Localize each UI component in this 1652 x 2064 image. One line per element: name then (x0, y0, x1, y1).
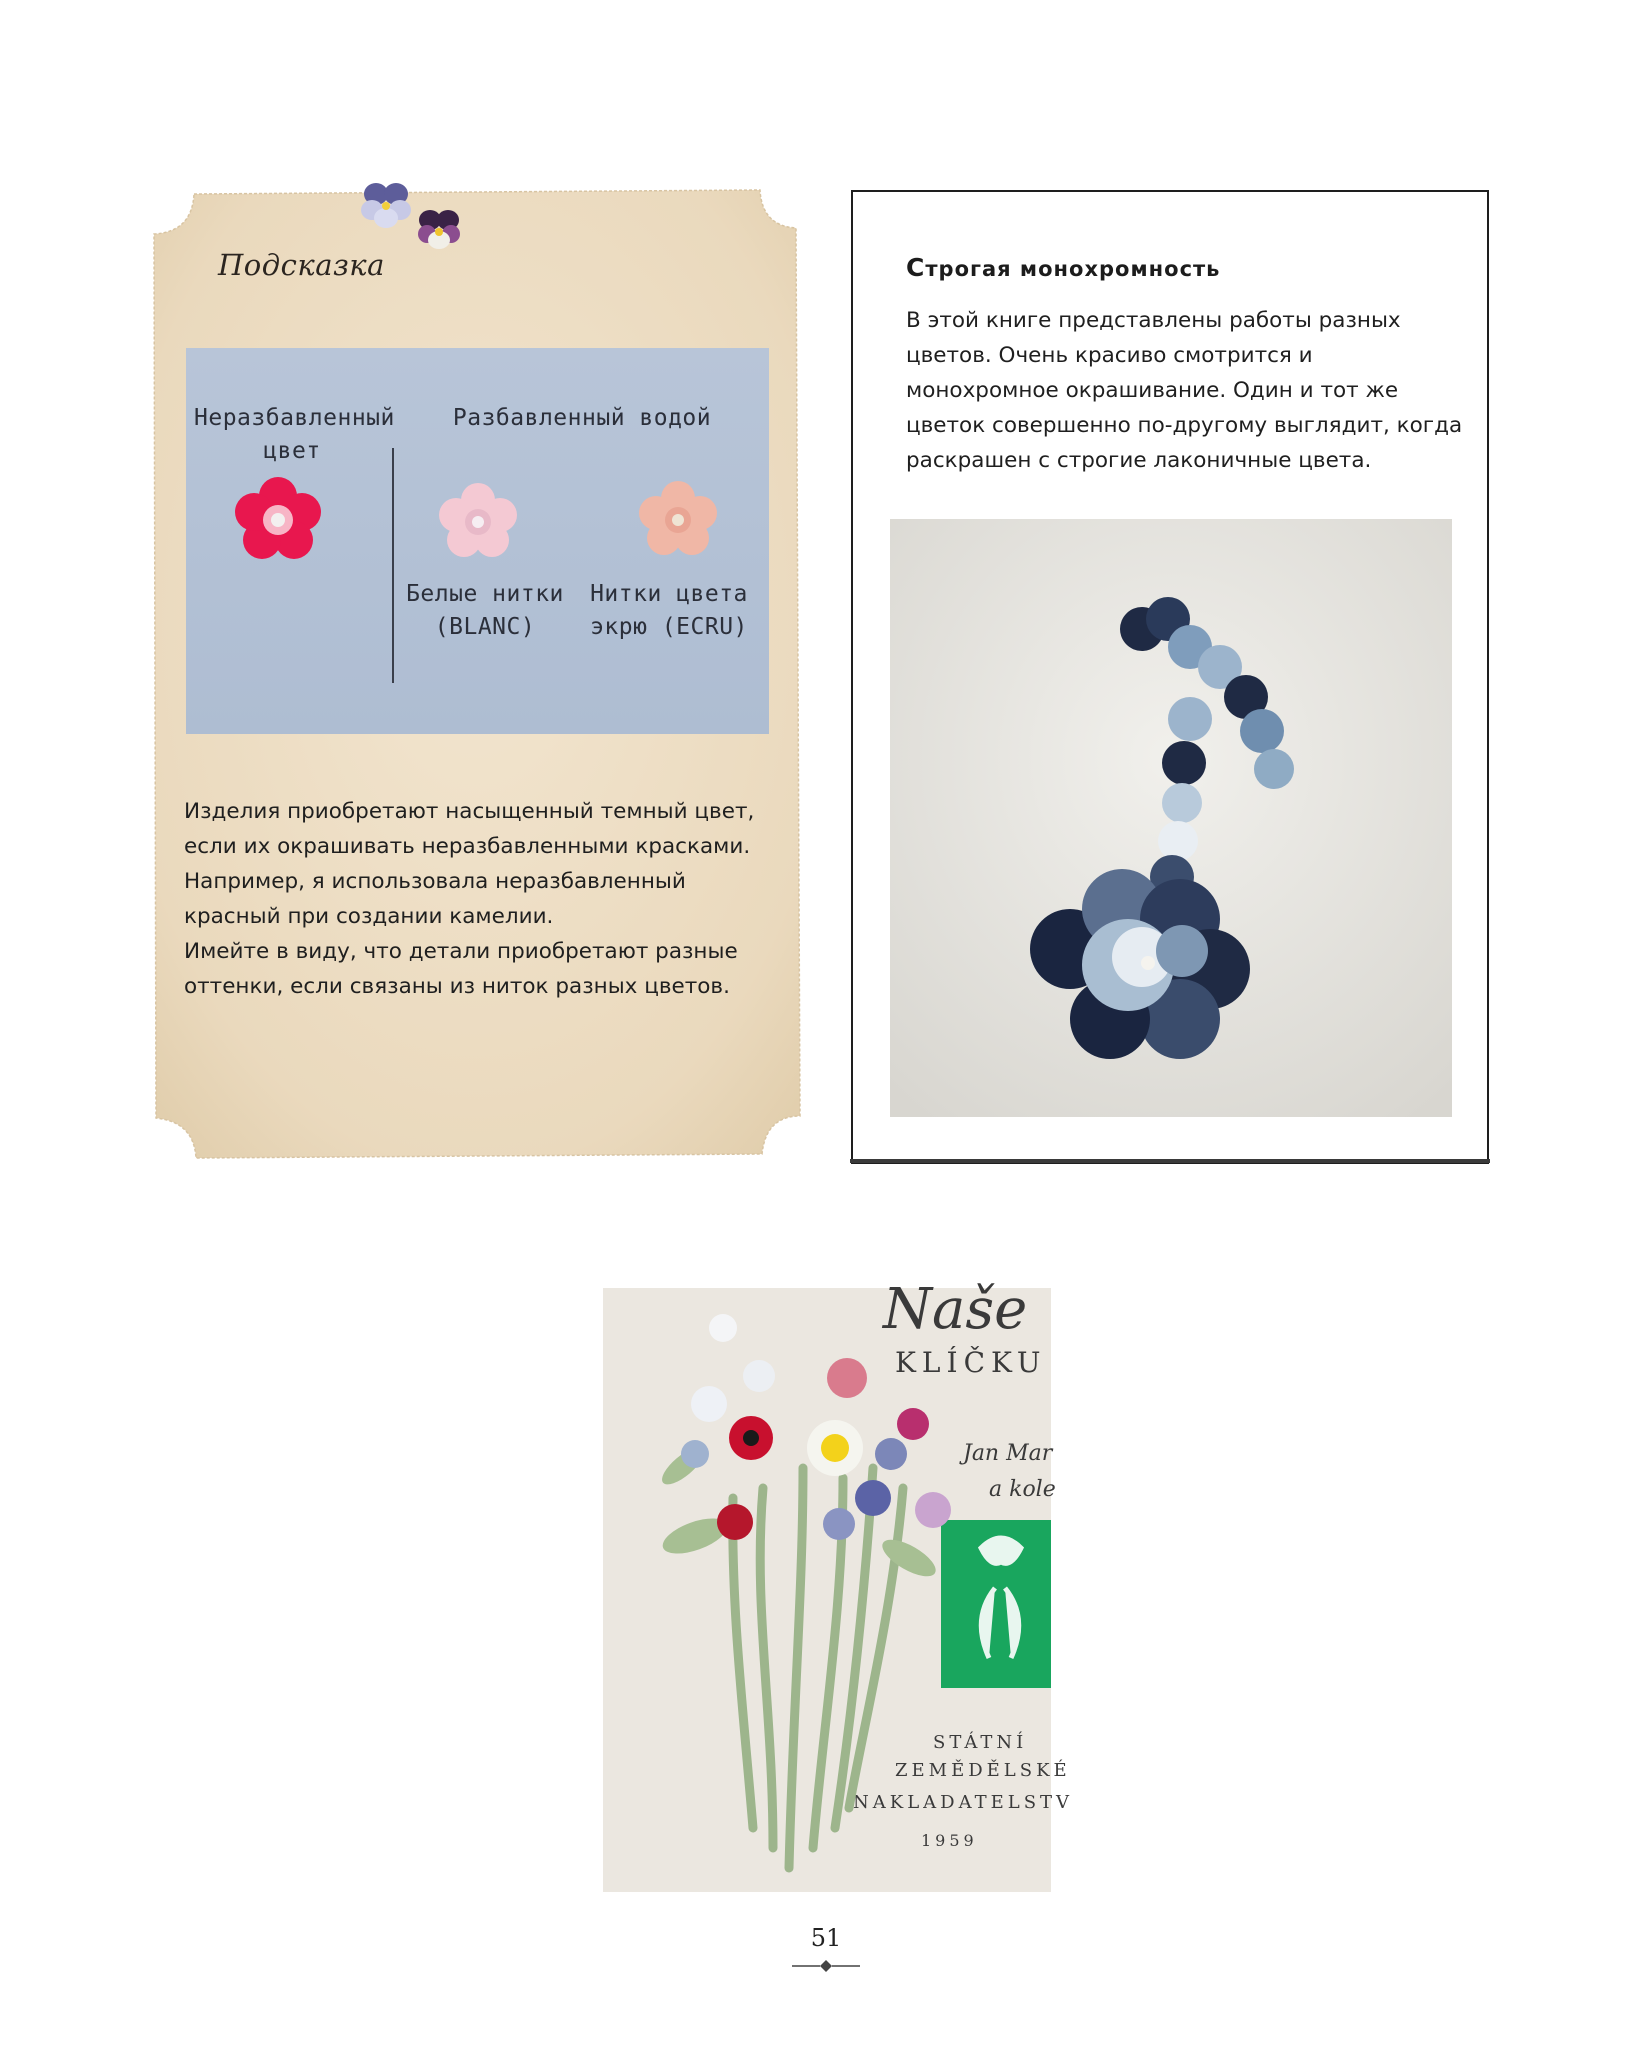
publisher-year-text: 1959 (921, 1831, 978, 1850)
book-author-text: Jan Mar (963, 1441, 1053, 1466)
music-note-brooch-photo (890, 519, 1452, 1117)
tip-card (148, 186, 808, 1161)
ecru-thread-label-line1: Нитки цвета (590, 581, 748, 607)
publisher-text: NAKLADATELSTV (853, 1792, 1074, 1813)
monochrome-box (850, 189, 1490, 1165)
ecru-thread-flower (638, 480, 718, 556)
diluted-label: Разбавленный водой (452, 405, 712, 431)
book-author-text: a kole (989, 1477, 1056, 1502)
section-heading (906, 253, 1220, 282)
heading-initial: С (906, 253, 926, 282)
publisher-text: ZEMĚDĚLSKÉ (895, 1760, 1071, 1781)
white-thread-label-line2: (BLANC) (434, 614, 536, 640)
book-subtitle-text: KLÍČKU (895, 1346, 1047, 1379)
tip-text (184, 794, 784, 1004)
tip-paragraph: Изделия приобретают насыщенный темный цвет, если их окрашивать неразбавленными красками. Например, я использовала неразбавленный красный при создании камелии. (184, 799, 755, 929)
white-thread-label (400, 578, 570, 644)
monochrome-text (906, 303, 1466, 478)
pansy-icon (416, 206, 462, 252)
page-number: 51 (810, 1924, 842, 1952)
tip-title: Подсказка (218, 248, 385, 282)
monochrome-paragraph: В этой книге представлены работы разных цветов. Очень красиво смотрится и монохромное окрашивание. Один и тот же цветок совершенно по-другому выглядит, когда раскрашен с строгие лаконичные цвета. (906, 308, 1463, 473)
undiluted-label: Неразбавленный цвет (194, 405, 395, 464)
book-title-text: Naše (883, 1277, 1028, 1342)
thread-comparison-photo (186, 348, 769, 734)
heading-rest: трогая монохромность (925, 257, 1221, 281)
white-thread-label-line1: Белые нитки (406, 581, 564, 607)
white-thread-flower (438, 482, 518, 558)
photo-divider (392, 448, 394, 683)
red-crochet-flower (234, 476, 322, 560)
tip-paragraph: Имейте в виду, что детали приобретают разные оттенки, если связаны из ниток разных цветов. (184, 939, 738, 999)
ornament-icon (790, 1958, 862, 1974)
ecru-thread-label (584, 578, 754, 644)
publisher-text: STÁTNÍ (933, 1732, 1028, 1753)
pansy-icon (360, 178, 412, 230)
ecru-thread-label-line2: экрю (ECRU) (590, 614, 748, 640)
wildflower-bouquet-photo (603, 1277, 1074, 1892)
